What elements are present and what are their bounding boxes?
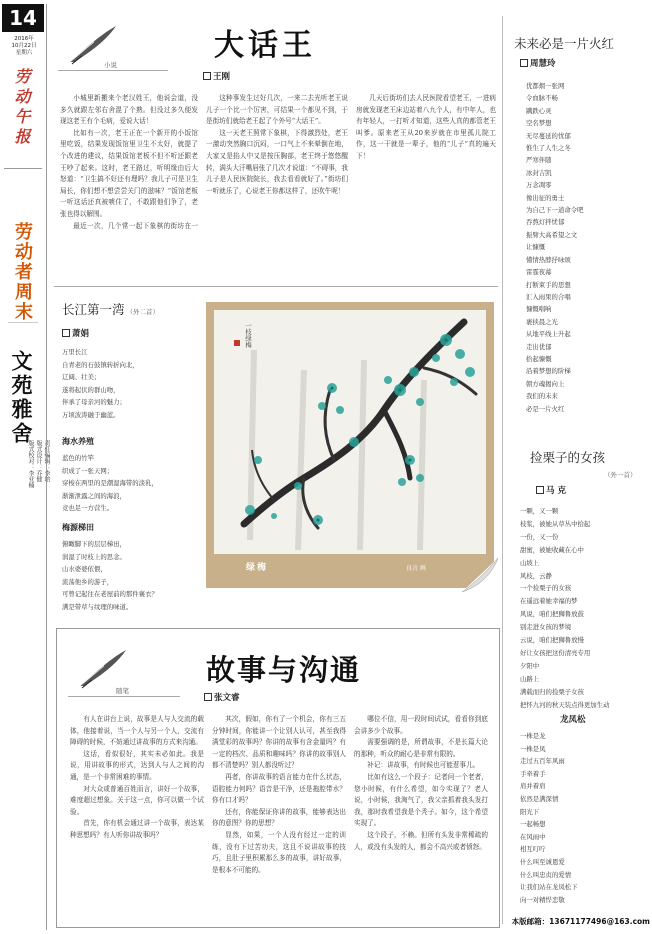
poem-line: 让慷慨 [526,243,546,252]
poem-line: 蓝色的竹竿 [62,454,94,462]
poem-line: 手牵着手 [520,769,546,778]
section-title: 劳动者周末 [12,222,33,322]
sub-poem-title: 龙凤松 [560,715,586,725]
poem-line: 像出征的勇士 [526,193,565,202]
poem-line: 自青老的石鼓镇转折向北， [62,360,139,369]
poem-line: 让我们站在龙凤松下 [520,883,578,892]
poem-line: 向一对精悍恋敬 [520,895,565,904]
poem-author: 萧娟 [62,327,89,339]
poem-line: 走出优郁 [526,342,552,351]
editor-credits: 版式设计：乔健 版式校对：李亚楠 [27,440,42,488]
poem-line: 裹挟晨之光 [526,317,558,326]
poem-line: 枝浆，被她从草丛中拾起 [520,519,591,528]
poem-line: 优都烟一张网 [526,82,565,90]
poem-line: 拾起慷慨 [526,354,552,363]
poem-line: 我们的未来 [526,392,558,401]
painting [214,310,486,554]
poem-line: 慷慨唱响 [526,305,552,314]
quill-pen-icon [74,646,130,690]
article-title: 故事与沟通 [206,653,362,687]
poem-body [520,730,646,906]
poem-line: 依然是满深情 [520,794,559,803]
poem-body [520,505,646,712]
poem-line: 流荡他乡的游子， [62,577,114,586]
poem-author: 周慧玲 [520,57,556,69]
poem-author: 马 克 [536,484,566,496]
poem-line: 甜蜜，被她收藏在心中 [520,545,584,554]
poem-line: 别走进女孩的梦境 [520,623,572,632]
issue-date: 2016年 10月22日 星期六 [11,36,37,56]
email-link[interactable]: 13671177496@163.com [549,917,650,926]
poem-line: 打断束手的思想 [526,280,571,289]
poem-line: 一株是龙 [520,732,546,740]
poem-line: 辽阔、壮美； [62,373,101,381]
page-curl-icon [462,558,502,598]
article-title: 大话王 [214,28,316,63]
poem-line: 走过五百年风雨 [520,757,565,766]
poem-body [62,346,202,421]
poem-line: 好让女孩把这份清亮专用 [520,648,591,657]
article-body-col-2: 这种事发生过好几次，一来二去光听老王说儿子一个比一个厉害，可结果一个都见不到，于是街坊们就给老王起了个外号“大话王”。 这一天老王照常下象棋，下得激烈处，老王一激动突然胸口沉闷，一口气上不来晕倒在地，大家又是掐人中又是按压胸部，老王终于悠悠醒转，满头大汗嘴唇张了几次才说道：“不碍事，我儿子是人民医院院长，我去看看就好了。”街坊们一听就乐了，心说老王你都这样了，还吹牛呢！ [206,94,348,195]
poem-line: 从地平线上升起 [526,330,571,339]
poem-line: 一株是凤 [520,744,546,753]
poem-line: 为自己下一道命令吧 [526,206,584,215]
footer-email: 本版邮箱：13671177496@163.com [511,917,650,926]
poem-line: 什么叫至诚恩爱 [520,857,565,866]
sub-poem-title: 梅源梯田 [62,522,94,532]
painting-title: 绿梅 [246,563,269,573]
page-number: 14 [9,6,37,30]
poem-line: 肩并着肩 [520,782,546,791]
poem-line: 雷霆夜幕 [526,268,552,277]
poem-line: 一个捡栗子的女孩 [520,584,572,593]
poem-body [62,452,202,515]
poem-line: 伴承了母亲河的魅力； [62,398,126,406]
article-body-col-1: 小城里新搬来个老汉姓王，他说会道，没多久就跟左邻右舍混了个熟。但没过多久便发现这老王有个毛病，爱说大话！ 比如有一次，老王正在一个新开的小饭馆里吃饭，结果发现饭馆里卫生不太好，就提了个改进的建议，结果饭馆老板不但不听还跟老王吵了起来。这时，老王路过，听明缘由后大怒道：“卫生搞不好还有理吗？我儿子可是卫生局长，你们想不想尝尝关门的滋味？”饭馆老板一听这话还真被唬住了，不敢跟他们争了，老张也得以解围。 最近一次，几个常一起下象棋的街坊在一 [60,94,198,230]
poem-line: 振臂大高希望之文 [526,230,578,239]
poem-line: 风说，咱们把狮鲁放鼓 [520,610,584,619]
article-category: 随笔 [116,687,129,695]
article-body-col-3: 几天后街坊们去人民医院看望老王，一进病房就发现老王床边站着八九个人，有中年人，也有年轻人，一打听才知道，这些人真的都管老王叫爹。原来老王从20来岁就在市里孤儿院工作，这一干就是一辈子，他的“儿子”真的遍天下！ [356,94,496,160]
article-body-col-2: 其次，假如，你有了一个机会，你有三五分钟时间，你能讲一个让别人认可，甚至我得满堂彩的故事吗？你讲的故事有含金量吗？有一定的档次、品质和趣味吗？你讲的故事别人都不清楚吗？别人都没听过？ 再者，你讲故事的语言能力在什么状态，语腔能力何吗？语音是干净，还是拖腔带水？你有口才吗？ 还有，你能保证你讲的故事，能够表达出你的意图？你的思想？ 显然，如果，一个人没有经过一定的训练，没有下过苦功夫，这且不说讲故事的技巧，且肚子里积累那么多的故事，讲好故事，是根本不可能的。 [212,715,346,874]
poem-line: 汇入雨果的合唱 [526,292,571,301]
poem-line: 万念凋零 [526,181,552,190]
poem-line: 满是带草与纹理的味道。 [62,602,133,611]
poem-line: 严寒伴随 [526,156,552,165]
poem-line: 满载而归的捡栗子女孩 [520,687,584,696]
poem-line: 风枝，云静 [520,571,552,580]
poem-line: 相互叮咛 [520,845,546,854]
poem-line: 阳光下 [520,807,540,816]
poem-subtitle: （外一首） [604,471,637,479]
page-number-box [2,4,44,32]
newspaper-logo: 劳动午报 [12,68,31,148]
poem-line: 一起畅想 [520,820,546,829]
article-author: 王刚 [203,70,230,82]
poem-line: 山路上 [520,674,540,683]
poem-line: 空名梦想 [526,119,552,128]
painting-inscription: 一枝绿梅 [244,322,252,348]
poem-line: 山水婆婆依偎， [62,565,107,573]
poem-title: 未来必是一片火红 [514,36,615,51]
poem-line: 朝方魂揭向上 [526,379,565,388]
poem-line: 润湿了时枝上的思念。 [62,552,126,561]
poem-line: 一份，又一份 [520,532,559,541]
poem-line: 无尽蔓延的忧郁 [526,131,571,140]
poem-line: 蹒跌心灵 [526,106,552,115]
poem-line: 在风雨中 [520,832,546,841]
poem-title: 捡栗子的女孩 [530,450,606,465]
poem-body [62,538,202,613]
poem-line: 穿梭在两里的是潮湿海带的淡乳， [62,479,158,487]
poem-line: 沿着梦想的阶梯 [526,367,571,376]
poem-line: 把怀九河的秋天装点得更加生动 [520,700,610,709]
sub-poem-title: 海水养殖 [62,436,94,446]
poem-line: 夕阳中 [520,661,540,670]
poem-line: 遂将起伏的群山吻， [62,385,120,394]
article-body-col-1: 有人在讲台上说，故事是人与人交流的载体，他接着说，当一个人与另一个人，交流有障碍的时候，不妨通过讲故事的方式来沟通。 这话，看似很好，其实未必如此。我是说，用讲故事的形式，达到人与人之间的沟通，是一个非常困难的事情。 对大众或普通百姓而言，讲好一个故事，难度超过想象。关于这一点，你可以做一个试验。 首先，你有机会通过讲一个故事，表达某种思想吗？有人听你讲故事吗？ [70,715,204,839]
poem-line: 惟生了人生之冬 [526,144,571,153]
poem-line: 织成了一张天网； [62,466,114,475]
painting-artist: 良言 画 [406,565,426,572]
poem-line: 俯瞰脚下的层层梯田， [62,540,126,548]
poem-line: 可曾记起往在老屋前的那件襄衣？ [62,590,158,598]
article-author: 张文睿 [204,691,240,703]
poem-line: 渐渐泄露之间的海浪， [62,491,126,500]
poem-line: 在遥远着她幸福的梦 [520,597,578,606]
painting-frame [206,302,494,588]
poem-line: 一颗，又一颗 [520,507,559,515]
article-category: 小说 [104,61,117,69]
poem-line: 云说，咱们把狮鲁放慢 [520,636,584,645]
poem-line: 山坡上 [520,558,540,567]
poem-body [526,80,646,415]
article-body-col-3: 哪位不信，用一段时间试试，看看你到底会讲多少个故事。 需要强调的是，所谓故事，不是长篇大论的那种，听众的耐心是非常有限的。 补记：讲故事，有时候也可能惹事儿。 比如有这么一个段子：记者问一个老者，您小时候，有什么希望，如今实现了？老人说，小时候，我淘气了，我父亲抓着我头发打我，那时我希望我是个秃子。如今，这个希望实现了。 这个段子，不赖。但所有头发非常稀疏的人，或没有头发的人，都会不高兴或者愤怒。 [354,715,488,851]
poem-line: 万里长江 [62,348,88,356]
poem-title: 长江第一湾 （外二首） [62,302,160,317]
poem-line: 吞熬灯拌忧郁 [526,218,565,227]
poem-line: 令血脉不畅 [526,94,558,103]
poem-line: 竞也足一方营生。 [62,504,114,512]
poem-line: 什么叫忠贞的爱情 [520,870,572,879]
painting-plum-branch [214,310,486,554]
poem-line: 必是一片火红 [526,404,565,413]
poem-line: 冰封吉凯 [526,168,552,177]
poem-line: 万顷波涛融于幽蓝。 [62,410,120,419]
column-title: 文苑雅舍 [9,350,33,446]
poem-line: 懂情热脖抒咏颂 [526,255,571,264]
